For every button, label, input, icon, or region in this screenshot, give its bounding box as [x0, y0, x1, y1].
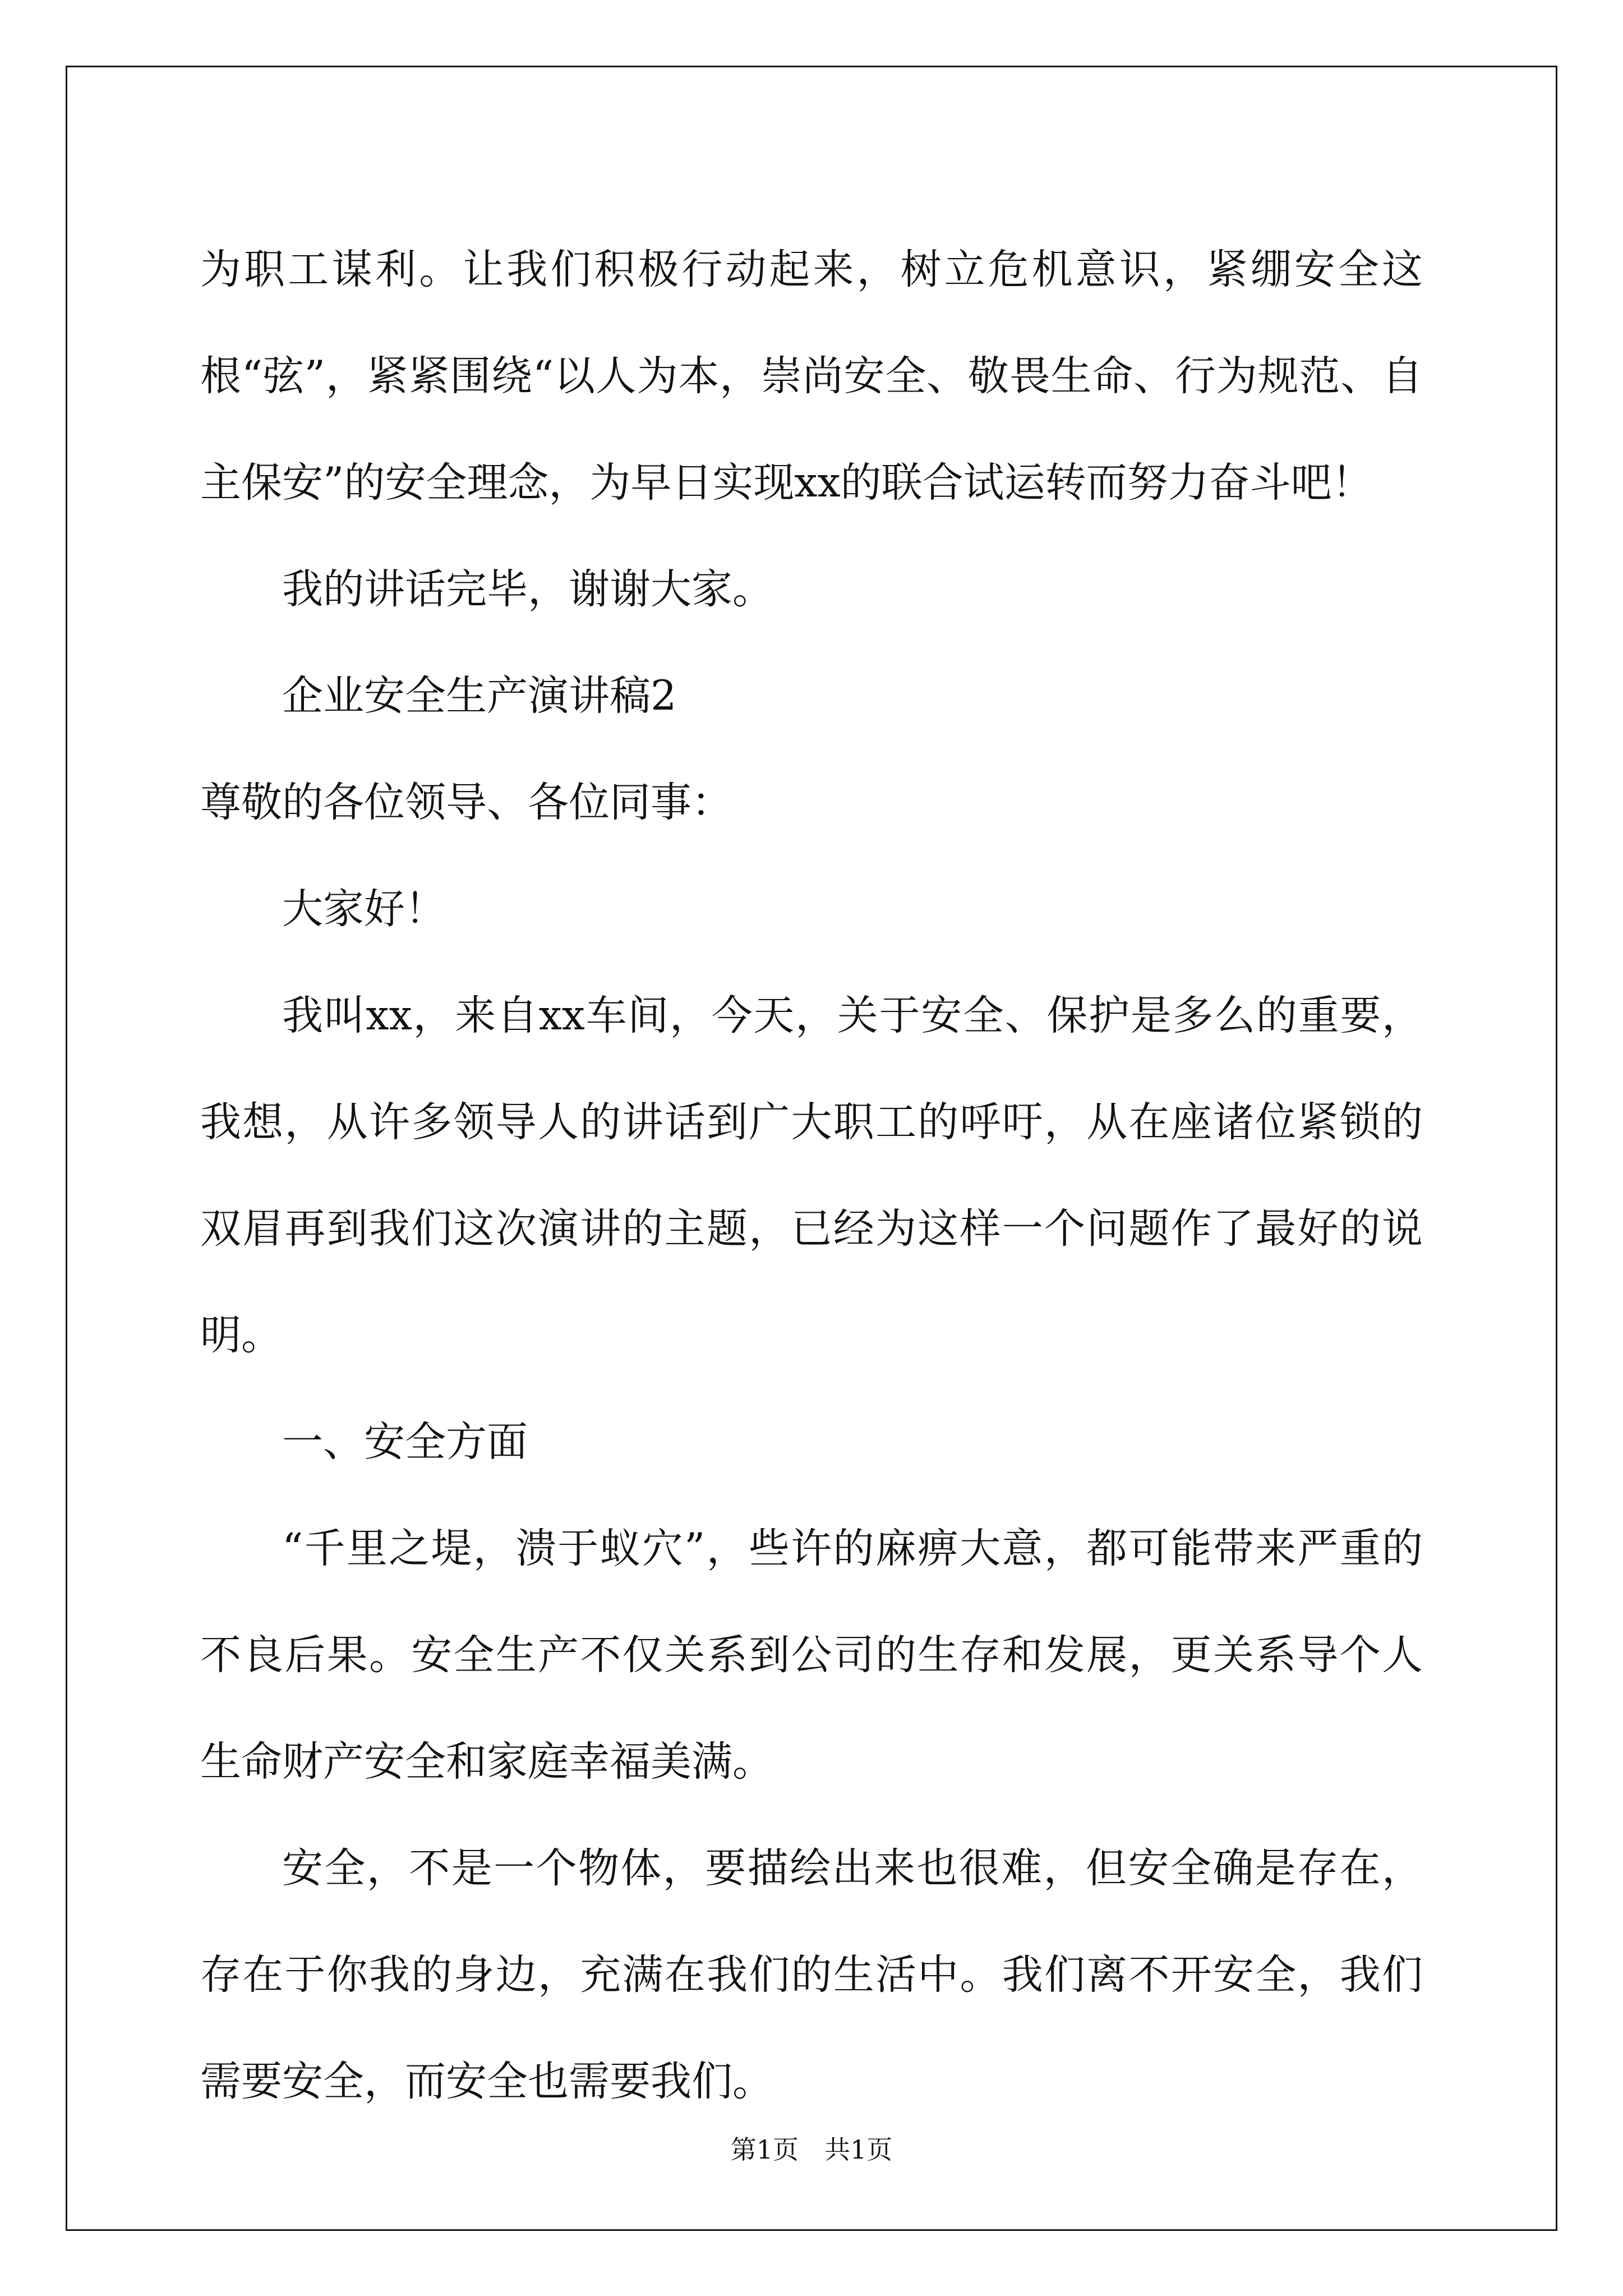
paragraph: “千里之堤，溃于蚁穴”，些许的麻痹大意，都可能带来严重的不良后果。安全生产不仅关系到公司的生存和发展，更关系导个人生命财产安全和家庭幸福美满。 [200, 1525, 1423, 1786]
paragraph: 为职工谋利。让我们积极行动起来，树立危机意识，紧绷安全这根“弦”，紧紧围绕“以人为本，崇尚安全、敬畏生命、行为规范、自主保安”的安全理念，为早日实现xx的联合试运转而努力奋斗吧！ [200, 246, 1423, 507]
paragraph: 安全，不是一个物体，要描绘出来也很难，但安全确是存在，存在于你我的身边，充满在我们的生活中。我们离不开安全，我们需要安全，而安全也需要我们。 [200, 1844, 1423, 2105]
paragraph: 我的讲话完毕，谢谢大家。 [282, 565, 773, 613]
document-body [200, 217, 1423, 2135]
salutation: 尊敬的各位领导、各位同事： [200, 779, 732, 826]
paragraph: 我叫xx，来自xx车间，今天，关于安全、保护是多么的重要，我想，从许多领导人的讲话到广大职工的呼吁，从在座诸位紧锁的双眉再到我们这次演讲的主题，已经为这样一个问题作了最好的说明。 [200, 992, 1423, 1359]
section-heading: 一、安全方面 [282, 1418, 528, 1466]
greeting: 大家好！ [282, 885, 446, 933]
section-title: 企业安全生产演讲稿2 [282, 672, 677, 720]
page-footer: 第1页 共1页 [730, 2134, 893, 2165]
